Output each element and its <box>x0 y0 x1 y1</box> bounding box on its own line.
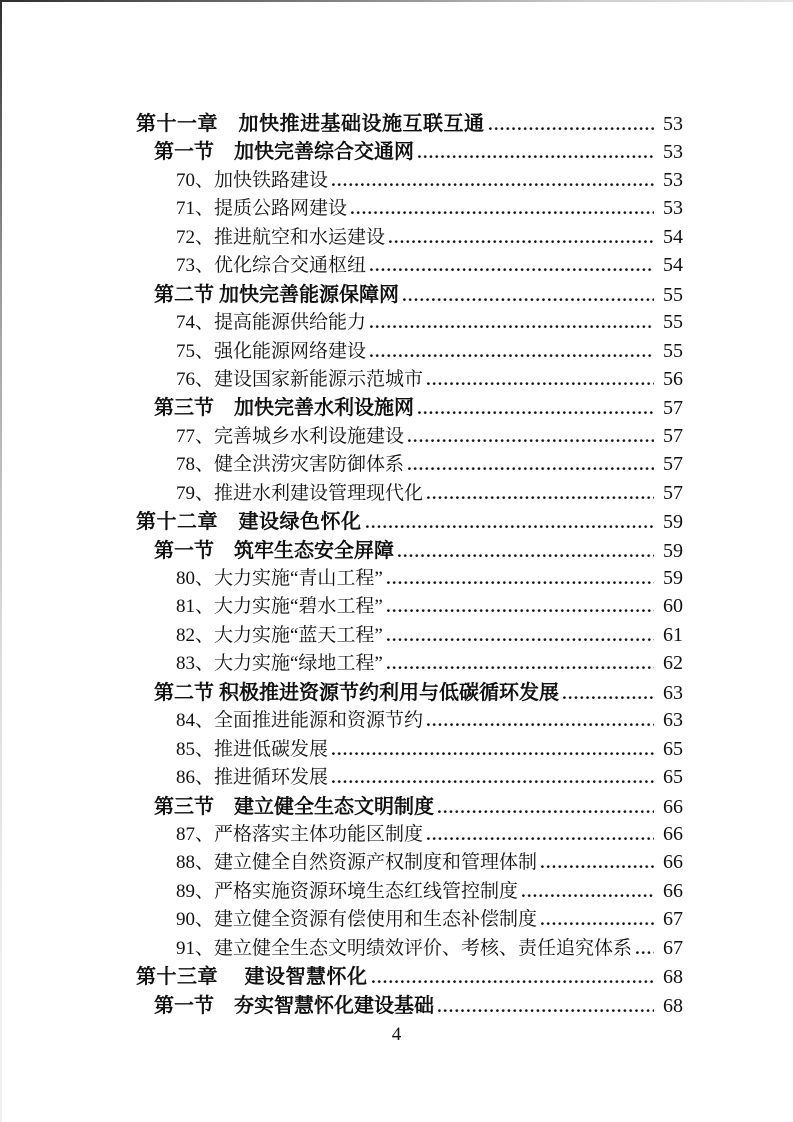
dot-leader <box>387 581 654 584</box>
toc-entry-label: 77、完善城乡水利设施建设 <box>176 425 405 447</box>
toc-entry-page: 55 <box>663 339 683 362</box>
toc-entry-section <box>136 992 683 1020</box>
toc-entry-page: 66 <box>663 851 683 874</box>
toc-entry-section <box>136 394 683 422</box>
dot-leader <box>408 439 654 442</box>
dot-leader <box>438 1009 654 1012</box>
toc-entry-item <box>136 338 683 366</box>
dot-leader <box>418 155 654 158</box>
toc-entry-label: 84、全面推进能源和资源节约 <box>176 710 424 732</box>
toc-entry-item <box>136 878 683 906</box>
toc-entry-label: 75、强化能源网络建设 <box>176 340 367 362</box>
toc-entry-label: 第二节 加快完善能源保障网 <box>154 283 399 306</box>
dot-leader <box>366 525 655 528</box>
toc-entry-label: 82、大力实施“蓝天工程” <box>176 624 383 646</box>
toc-entry-label: 80、大力实施“青山工程” <box>176 568 383 589</box>
toc-entry-item <box>136 650 683 678</box>
toc-entry-label: 第一节 夯实智慧怀化建设基础 <box>154 994 434 1017</box>
toc-entry-label: 第三节 加快完善水利设施网 <box>154 397 414 420</box>
dot-leader <box>351 211 654 214</box>
toc-entry-page: 67 <box>663 908 683 931</box>
toc-entry-page: 55 <box>663 283 683 306</box>
toc-entry-section <box>136 138 683 166</box>
toc-entry-label: 90、建立健全资源有偿使用和生态补偿制度 <box>176 909 538 931</box>
dot-leader <box>427 496 654 499</box>
toc-entry-page: 53 <box>663 141 683 164</box>
toc-entry-page: 63 <box>663 681 683 704</box>
dot-leader <box>563 696 654 699</box>
toc-entry-item <box>136 451 683 479</box>
dot-leader <box>370 268 654 271</box>
toc-entry-label: 第十二章 建设绿色怀化 <box>136 511 362 534</box>
toc-entry-page: 57 <box>663 481 683 504</box>
toc-entry-label: 71、提质公路网建设 <box>176 198 348 220</box>
toc-entry-section <box>136 537 683 565</box>
dot-leader <box>387 609 654 612</box>
dot-leader <box>370 354 654 357</box>
dot-leader <box>427 723 654 726</box>
toc-entry-label: 第二节 积极推进资源节约利用与低碳循环发展 <box>154 681 559 704</box>
toc-entry-item <box>136 565 683 593</box>
dot-leader <box>636 951 654 954</box>
dot-leader <box>389 240 654 243</box>
toc-entry-label: 81、大力实施“碧水工程” <box>176 596 383 618</box>
toc-entry-chapter <box>136 508 683 536</box>
dot-leader <box>408 467 654 470</box>
toc-entry-label: 79、推进水利建设管理现代化 <box>176 482 424 504</box>
toc-entry-page: 66 <box>663 879 683 902</box>
toc-entry-page: 60 <box>663 595 683 618</box>
toc-entry-item <box>136 195 683 223</box>
toc-entry-label: 87、严格落实主体功能区制度 <box>176 823 424 845</box>
dot-leader <box>489 127 655 130</box>
toc-entry-item <box>136 935 683 963</box>
toc-entry-label: 第十三章 建设智慧怀化 <box>136 966 368 989</box>
toc-entry-item <box>136 622 683 650</box>
toc-entry-page: 55 <box>663 311 683 334</box>
toc-entry-label: 74、提高能源供给能力 <box>176 312 367 334</box>
dot-leader <box>427 837 654 840</box>
table-of-contents <box>136 110 683 1020</box>
toc-entry-page: 54 <box>663 225 683 248</box>
toc-entry-label: 85、推进低碳发展 <box>176 738 329 760</box>
toc-entry-label: 83、大力实施“绿地工程” <box>176 653 383 675</box>
toc-entry-page: 68 <box>663 994 683 1017</box>
toc-entry-label: 70、加快铁路建设 <box>176 169 329 191</box>
toc-entry-label: 第十一章 加快推进基础设施互联互通 <box>136 113 485 135</box>
dot-leader <box>332 752 654 755</box>
toc-entry-item <box>136 309 683 337</box>
toc-entry-label: 89、严格实施资源环境生态红线管控制度 <box>176 880 519 902</box>
toc-entry-page: 66 <box>663 795 683 818</box>
dot-leader <box>332 780 654 783</box>
toc-entry-page: 57 <box>663 424 683 447</box>
footer-page-number: 4 <box>391 1024 402 1045</box>
dot-leader <box>387 638 654 641</box>
toc-entry-item <box>136 849 683 877</box>
dot-leader <box>438 810 654 813</box>
toc-entry-section <box>136 793 683 821</box>
dot-leader <box>427 382 654 385</box>
dot-leader <box>541 865 654 868</box>
toc-entry-label: 第一节 筑牢生态安全屏障 <box>154 539 394 562</box>
toc-entry-page: 61 <box>663 623 683 646</box>
dot-leader <box>370 325 654 328</box>
toc-entry-item <box>136 423 683 451</box>
toc-entry-item <box>136 224 683 252</box>
page-footer <box>0 1024 793 1046</box>
dot-leader <box>403 298 654 301</box>
toc-entry-chapter <box>136 110 683 138</box>
toc-entry-item <box>136 764 683 792</box>
dot-leader <box>418 411 654 414</box>
toc-entry-page: 63 <box>663 709 683 732</box>
toc-entry-section <box>136 281 683 309</box>
toc-entry-page: 54 <box>663 254 683 277</box>
toc-entry-item <box>136 252 683 280</box>
toc-entry-page: 65 <box>663 737 683 760</box>
toc-entry-item <box>136 593 683 621</box>
toc-entry-page: 62 <box>663 652 683 675</box>
dot-leader <box>522 894 654 897</box>
toc-entry-item <box>136 707 683 735</box>
toc-entry-page: 66 <box>663 822 683 845</box>
toc-entry-section <box>136 679 683 707</box>
toc-entry-item <box>136 167 683 195</box>
toc-entry-page: 59 <box>663 511 683 534</box>
toc-entry-page: 59 <box>663 539 683 562</box>
toc-entry-page: 67 <box>663 936 683 959</box>
toc-entry-page: 53 <box>663 168 683 191</box>
toc-entry-page: 53 <box>663 197 683 220</box>
toc-entry-page: 68 <box>663 966 683 989</box>
scan-edge-top <box>0 0 793 2</box>
toc-entry-item <box>136 736 683 764</box>
toc-entry-item <box>136 480 683 508</box>
dot-leader <box>398 554 654 557</box>
dot-leader <box>332 183 654 186</box>
toc-entry-chapter <box>136 963 683 991</box>
scan-edge-left <box>0 0 2 1122</box>
toc-entry-label: 第一节 加快完善综合交通网 <box>154 141 414 164</box>
toc-entry-label: 91、建立健全生态文明绩效评价、考核、责任追究体系 <box>176 937 633 959</box>
toc-entry-label: 86、推进循环发展 <box>176 767 329 789</box>
toc-entry-item <box>136 906 683 934</box>
toc-entry-label: 76、建设国家新能源示范城市 <box>176 368 424 390</box>
toc-entry-page: 56 <box>663 367 683 390</box>
dot-leader <box>541 922 654 925</box>
toc-entry-page: 59 <box>663 567 683 589</box>
dot-leader <box>387 666 654 669</box>
toc-entry-page: 53 <box>663 113 683 135</box>
toc-entry-page: 57 <box>663 453 683 476</box>
toc-entry-label: 88、建立健全自然资源产权制度和管理体制 <box>176 852 538 874</box>
dot-leader <box>372 980 654 983</box>
toc-entry-label: 第三节 建立健全生态文明制度 <box>154 795 434 818</box>
toc-entry-item <box>136 821 683 849</box>
toc-entry-item <box>136 366 683 394</box>
toc-entry-page: 57 <box>663 397 683 420</box>
toc-entry-label: 78、健全洪涝灾害防御体系 <box>176 454 405 476</box>
toc-entry-label: 72、推进航空和水运建设 <box>176 226 386 248</box>
toc-entry-page: 65 <box>663 766 683 789</box>
toc-entry-label: 73、优化综合交通枢纽 <box>176 255 367 277</box>
